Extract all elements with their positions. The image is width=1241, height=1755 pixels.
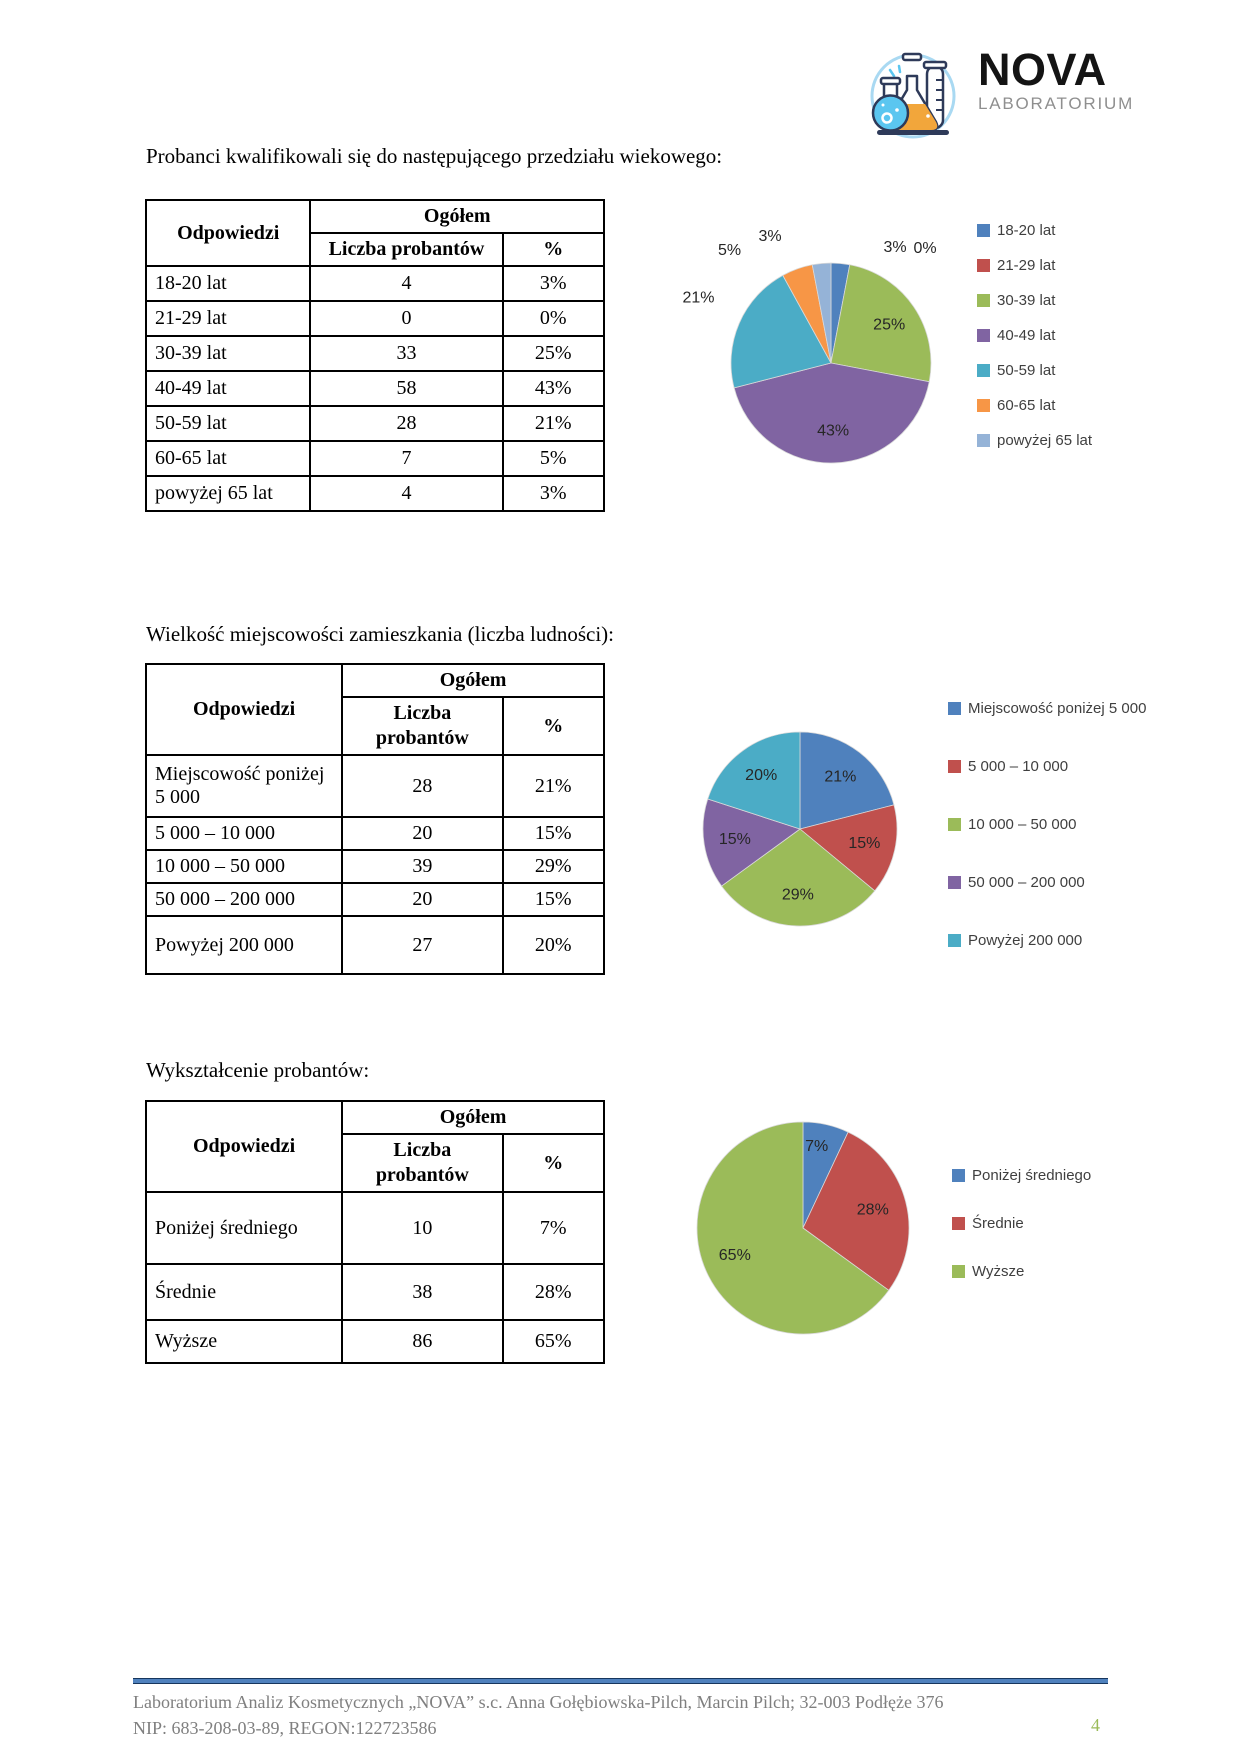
footer-company-line: Laboratorium Analiz Kosmetycznych „NOVA” s.c. Anna Gołębiowska-Pilch, Marcin Pilch; 32-003 Podłęże 376 bbox=[133, 1692, 944, 1712]
row-percent: 25% bbox=[503, 336, 604, 371]
pie-label: 3% bbox=[883, 239, 907, 257]
legend-label: Powyżej 200 000 bbox=[968, 931, 1083, 949]
legend-label: 50 000 – 200 000 bbox=[968, 873, 1085, 891]
table-row bbox=[146, 883, 604, 916]
column-header-total: Ogółem bbox=[310, 200, 604, 233]
row-count: 33 bbox=[310, 336, 502, 371]
legend-label: 18-20 lat bbox=[997, 221, 1056, 239]
column-header-percent: % bbox=[503, 233, 604, 266]
row-percent: 15% bbox=[503, 817, 604, 850]
row-count: 10 bbox=[342, 1192, 502, 1264]
row-percent: 15% bbox=[503, 883, 604, 916]
legend-swatch bbox=[977, 259, 990, 272]
legend-label: Średnie bbox=[972, 1214, 1024, 1232]
table-row bbox=[146, 1192, 604, 1264]
row-label: 5 000 – 10 000 bbox=[146, 817, 342, 850]
row-label: 10 000 – 50 000 bbox=[146, 850, 342, 883]
row-label: Średnie bbox=[146, 1264, 342, 1320]
table-row bbox=[146, 817, 604, 850]
row-count: 4 bbox=[310, 476, 502, 511]
section-heading-age: Probanci kwalifikowali się do następującego przedziału wiekowego: bbox=[146, 144, 723, 168]
legend-label: 5 000 – 10 000 bbox=[968, 757, 1069, 775]
pie-label: 3% bbox=[758, 228, 782, 246]
row-percent: 21% bbox=[503, 406, 604, 441]
table-row bbox=[146, 850, 604, 883]
legend-swatch bbox=[977, 364, 990, 377]
section-heading-town-size: Wielkość miejscowości zamieszkania (liczba ludności): bbox=[146, 622, 614, 646]
table-row bbox=[146, 755, 604, 817]
legend-swatch bbox=[952, 1217, 965, 1230]
legend-item bbox=[977, 361, 1092, 379]
table-row bbox=[146, 301, 604, 336]
education-pie-chart bbox=[640, 1100, 970, 1355]
column-header-total: Ogółem bbox=[342, 1101, 604, 1134]
pie-label: 21% bbox=[682, 289, 715, 307]
table-row bbox=[146, 476, 604, 511]
pie-label: 65% bbox=[718, 1247, 751, 1265]
row-percent: 20% bbox=[503, 916, 604, 974]
legend-swatch bbox=[977, 294, 990, 307]
age-pie-legend bbox=[977, 221, 1092, 466]
row-label: powyżej 65 lat bbox=[146, 476, 310, 511]
legend-swatch bbox=[952, 1265, 965, 1278]
row-count: 86 bbox=[342, 1320, 502, 1363]
legend-swatch bbox=[948, 702, 961, 715]
pie-label: 5% bbox=[718, 242, 742, 260]
column-header-count: Liczba probantów bbox=[342, 697, 502, 755]
legend-label: Miejscowość poniżej 5 000 bbox=[968, 699, 1147, 717]
row-percent: 0% bbox=[503, 301, 604, 336]
row-label: 50 000 – 200 000 bbox=[146, 883, 342, 916]
row-count: 20 bbox=[342, 883, 502, 916]
pie-label: 43% bbox=[817, 422, 850, 440]
table-row bbox=[146, 266, 604, 301]
row-count: 38 bbox=[342, 1264, 502, 1320]
row-count: 4 bbox=[310, 266, 502, 301]
row-count: 7 bbox=[310, 441, 502, 476]
row-count: 39 bbox=[342, 850, 502, 883]
section-heading-education: Wykształcenie probantów: bbox=[146, 1058, 370, 1082]
legend-swatch bbox=[977, 399, 990, 412]
legend-item bbox=[948, 757, 1146, 775]
row-count: 0 bbox=[310, 301, 502, 336]
row-label: 21-29 lat bbox=[146, 301, 310, 336]
legend-item bbox=[952, 1214, 1091, 1232]
pie-label: 21% bbox=[824, 768, 857, 786]
pie-label: 28% bbox=[856, 1201, 889, 1219]
legend-label: 30-39 lat bbox=[997, 291, 1056, 309]
row-count: 27 bbox=[342, 916, 502, 974]
legend-item bbox=[948, 931, 1146, 949]
table-row bbox=[146, 406, 604, 441]
column-header-total: Ogółem bbox=[342, 664, 604, 697]
legend-item bbox=[977, 221, 1092, 239]
legend-item bbox=[977, 326, 1092, 344]
column-header-percent: % bbox=[503, 697, 604, 755]
row-label: 18-20 lat bbox=[146, 266, 310, 301]
pie-label: 0% bbox=[913, 239, 937, 257]
page-number: 4 bbox=[1091, 1715, 1100, 1735]
footer-nip-regon-line: NIP: 683-208-03-89, REGON:122723586 bbox=[133, 1718, 437, 1738]
legend-label: powyżej 65 lat bbox=[997, 431, 1093, 449]
column-header-answers: Odpowiedzi bbox=[146, 1101, 342, 1192]
legend-item bbox=[977, 396, 1092, 414]
education-table bbox=[145, 1100, 605, 1364]
logo-text bbox=[978, 42, 1134, 114]
legend-item bbox=[948, 699, 1146, 717]
age-pie-chart bbox=[650, 220, 960, 485]
row-count: 28 bbox=[342, 755, 502, 817]
education-pie-legend bbox=[952, 1166, 1091, 1310]
row-count: 58 bbox=[310, 371, 502, 406]
row-label: 30-39 lat bbox=[146, 336, 310, 371]
legend-swatch bbox=[948, 876, 961, 889]
legend-item bbox=[952, 1262, 1091, 1280]
age-table bbox=[145, 199, 605, 512]
row-label: Miejscowość poniżej 5 000 bbox=[146, 755, 342, 817]
row-label: Poniżej średniego bbox=[146, 1192, 342, 1264]
footer-divider bbox=[133, 1678, 1108, 1684]
legend-item bbox=[952, 1166, 1091, 1184]
row-percent: 43% bbox=[503, 371, 604, 406]
pie-label: 15% bbox=[718, 830, 751, 848]
legend-label: 50-59 lat bbox=[997, 361, 1056, 379]
legend-swatch bbox=[948, 818, 961, 831]
row-percent: 3% bbox=[503, 266, 604, 301]
row-percent: 65% bbox=[503, 1320, 604, 1363]
lab-flasks-icon bbox=[856, 42, 972, 142]
row-percent: 28% bbox=[503, 1264, 604, 1320]
legend-swatch bbox=[948, 760, 961, 773]
row-percent: 21% bbox=[503, 755, 604, 817]
legend-swatch bbox=[977, 224, 990, 237]
row-percent: 5% bbox=[503, 441, 604, 476]
logo-title: NOVA bbox=[978, 44, 1107, 95]
legend-item bbox=[948, 873, 1146, 891]
legend-swatch bbox=[948, 934, 961, 947]
row-label: Powyżej 200 000 bbox=[146, 916, 342, 974]
nova-logo bbox=[856, 42, 1134, 142]
row-count: 20 bbox=[342, 817, 502, 850]
table-row bbox=[146, 441, 604, 476]
legend-item bbox=[948, 815, 1146, 833]
pie-label: 20% bbox=[745, 767, 778, 785]
logo-subtitle: LABORATORIUM bbox=[978, 94, 1135, 113]
town-size-table bbox=[145, 663, 605, 975]
legend-item bbox=[977, 431, 1092, 449]
row-label: 60-65 lat bbox=[146, 441, 310, 476]
pie-label: 7% bbox=[805, 1138, 829, 1156]
legend-item bbox=[977, 256, 1092, 274]
column-header-answers: Odpowiedzi bbox=[146, 664, 342, 755]
column-header-count: Liczba probantów bbox=[342, 1134, 502, 1192]
town-size-pie-chart bbox=[640, 700, 960, 940]
pie-label: 15% bbox=[848, 834, 881, 852]
legend-label: Wyższe bbox=[972, 1262, 1025, 1280]
row-percent: 29% bbox=[503, 850, 604, 883]
legend-label: Poniżej średniego bbox=[972, 1166, 1092, 1184]
row-label: 50-59 lat bbox=[146, 406, 310, 441]
legend-swatch bbox=[977, 329, 990, 342]
column-header-count: Liczba probantów bbox=[310, 233, 502, 266]
column-header-answers: Odpowiedzi bbox=[146, 200, 310, 266]
table-row bbox=[146, 1264, 604, 1320]
legend-swatch bbox=[952, 1169, 965, 1182]
table-row bbox=[146, 371, 604, 406]
footer-text bbox=[133, 1689, 1083, 1741]
legend-label: 21-29 lat bbox=[997, 256, 1056, 274]
pie-label: 25% bbox=[873, 316, 906, 334]
pie-label: 29% bbox=[781, 886, 814, 904]
row-label: 40-49 lat bbox=[146, 371, 310, 406]
row-percent: 7% bbox=[503, 1192, 604, 1264]
column-header-percent: % bbox=[503, 1134, 604, 1192]
legend-label: 60-65 lat bbox=[997, 396, 1056, 414]
table-row bbox=[146, 1320, 604, 1363]
row-percent: 3% bbox=[503, 476, 604, 511]
legend-item bbox=[977, 291, 1092, 309]
legend-swatch bbox=[977, 434, 990, 447]
legend-label: 40-49 lat bbox=[997, 326, 1056, 344]
town-size-pie-legend bbox=[948, 699, 1146, 989]
table-row bbox=[146, 916, 604, 974]
table-row bbox=[146, 336, 604, 371]
legend-label: 10 000 – 50 000 bbox=[968, 815, 1077, 833]
row-count: 28 bbox=[310, 406, 502, 441]
row-label: Wyższe bbox=[146, 1320, 342, 1363]
